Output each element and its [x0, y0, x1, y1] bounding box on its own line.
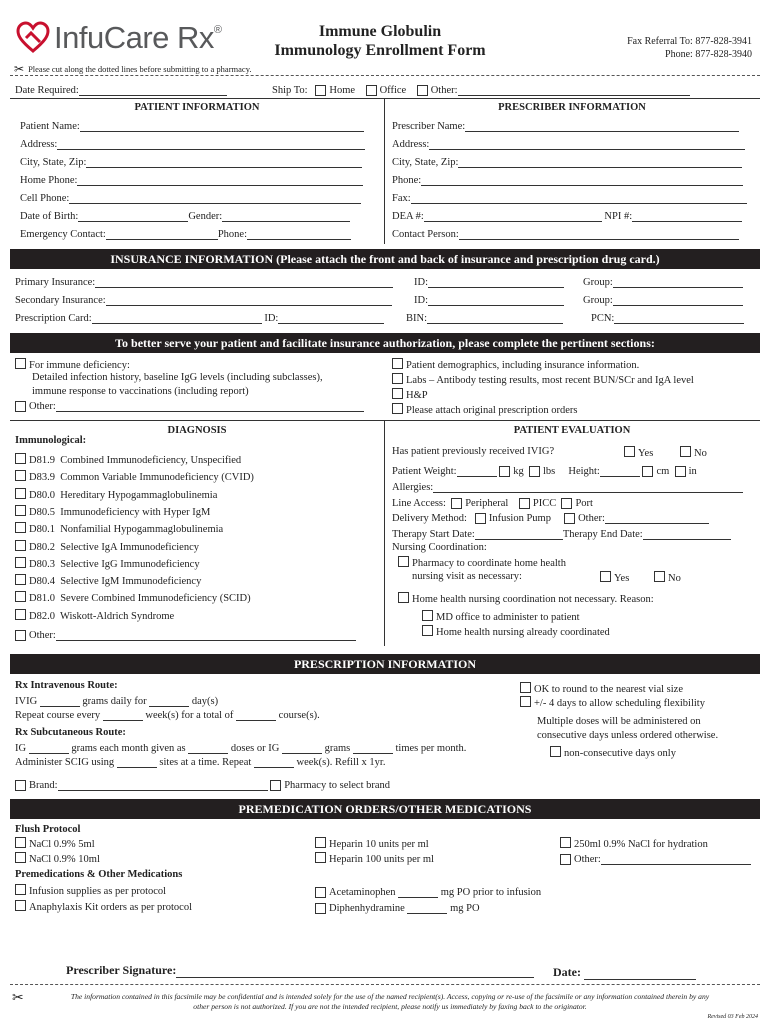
demographics-checkbox[interactable]: [392, 358, 403, 369]
contact-row: Contact Person:: [392, 226, 739, 240]
signature-date-field[interactable]: [584, 979, 696, 980]
diagnosis-checkbox[interactable]: [15, 470, 26, 481]
repeat-row: Repeat course every week(s) for a total of course(s).: [15, 710, 320, 721]
heparin100-checkbox[interactable]: [315, 852, 326, 863]
diphenhydramine-row: Diphenhydramine mg PO: [315, 900, 480, 914]
end-date-field[interactable]: [643, 539, 731, 540]
primary-group-row: Group:: [583, 274, 743, 288]
immune-deficiency-item: For immune deficiency:: [15, 358, 130, 371]
premedications-label: Premedications & Other Medications: [15, 869, 183, 880]
heparin100-item: Heparin 100 units per ml: [315, 852, 434, 865]
nursing-no: No: [654, 571, 681, 584]
npi-field[interactable]: [632, 221, 742, 222]
emergency-row: Emergency Contact: Phone:: [20, 226, 351, 240]
pcn-row: PCN:: [591, 310, 744, 324]
diagnosis-checkbox[interactable]: [15, 505, 26, 516]
patient-name-row: Patient Name:: [20, 118, 364, 132]
prescriber-phone-row: Phone:: [392, 172, 743, 186]
brand-field[interactable]: [58, 790, 268, 791]
signature-field[interactable]: [176, 977, 534, 978]
brand-checkbox[interactable]: [15, 780, 26, 791]
premed-other-field[interactable]: [601, 864, 751, 865]
diagnosis-checkbox[interactable]: [15, 488, 26, 499]
original-orders-checkbox[interactable]: [392, 403, 403, 414]
sections-heading: To better serve your patient and facilitate insurance authorization, please complete the pertinent sections:: [10, 333, 760, 353]
prescription-heading: PRESCRIPTION INFORMATION: [10, 654, 760, 674]
anaphylaxis-checkbox[interactable]: [15, 900, 26, 911]
infection-history-text: Detailed infection history, baseline IgG levels (including subclasses),: [32, 372, 323, 383]
ivig-no: No: [680, 446, 707, 459]
patient-address-field[interactable]: [57, 149, 365, 150]
pharmacy-coordinate-item: Pharmacy to coordinate home health: [398, 556, 566, 569]
not-necessary-checkbox[interactable]: [398, 592, 409, 603]
nacl250-item: 250ml 0.9% NaCl for hydration: [560, 837, 708, 850]
primary-id-row: ID:: [414, 274, 564, 288]
md-office-checkbox[interactable]: [422, 610, 433, 621]
scissors-icon: ✂: [12, 990, 24, 1006]
labs-item: Labs – Antibody testing results, most recent BUN/SCr and IgA level: [392, 373, 694, 386]
diphenhydramine-dose-field[interactable]: [407, 913, 447, 914]
gender-field[interactable]: [222, 221, 350, 222]
prescriber-city-row: City, State, Zip:: [392, 154, 742, 168]
diagnosis-other-field[interactable]: [56, 640, 356, 641]
supplies-checkbox[interactable]: [15, 884, 26, 895]
ship-other-field[interactable]: [458, 95, 690, 96]
nacl10-checkbox[interactable]: [15, 852, 26, 863]
diagnosis-item: D80.5 Immunodeficiency with Hyper IgM: [15, 505, 210, 518]
ivig-question: Has patient previously received IVIG?: [392, 446, 555, 457]
bin-row: BIN:: [406, 310, 563, 324]
diagnosis-checkbox[interactable]: [15, 591, 26, 602]
patient-name-field[interactable]: [80, 131, 364, 132]
prescriber-name-field[interactable]: [465, 131, 739, 132]
bin-field[interactable]: [427, 323, 563, 324]
scissors-icon: ✂: [14, 62, 25, 76]
signature-row: Prescriber Signature:: [66, 962, 534, 978]
diagnosis-item: D80.3 Selective IgG Immunodeficiency: [15, 557, 200, 570]
diagnosis-checkbox[interactable]: [15, 574, 26, 585]
nacl250-checkbox[interactable]: [560, 837, 571, 848]
patient-heading: PATIENT INFORMATION: [134, 102, 260, 113]
diagnosis-item: D81.0 Severe Combined Immunodeficiency (SCID): [15, 591, 251, 604]
non-consecutive-item: non-consecutive days only: [550, 746, 676, 759]
patient-city-field[interactable]: [86, 167, 362, 168]
diagnosis-item: D80.1 Nonfamilial Hypogammaglobulinemia: [15, 522, 223, 535]
sections-other-field[interactable]: [56, 411, 364, 412]
original-orders-item: Please attach original prescription orders: [392, 403, 577, 416]
primary-insurance-row: Primary Insurance:: [15, 274, 393, 288]
home-health-coordinated-checkbox[interactable]: [422, 625, 433, 636]
home-phone-row: Home Phone:: [20, 172, 363, 186]
ship-home-checkbox[interactable]: [315, 85, 326, 96]
ivig-row: IVIG grams daily for day(s): [15, 696, 219, 707]
sections-other-row: Other:: [15, 398, 364, 412]
primary-insurance-field[interactable]: [95, 287, 393, 288]
dea-field[interactable]: [424, 221, 602, 222]
diagnosis-checkbox[interactable]: [15, 453, 26, 464]
administer-row: Administer SCIG using sites at a time. Repeat week(s). Refill x 1yr.: [15, 757, 386, 768]
nacl5-item: NaCl 0.9% 5ml: [15, 837, 95, 850]
round-vial-checkbox[interactable]: [520, 682, 531, 693]
cell-phone-field[interactable]: [69, 203, 361, 204]
diagnosis-item: D80.4 Selective IgM Immunodeficiency: [15, 574, 201, 587]
diagnosis-item: D80.2 Selective IgA Immunodeficiency: [15, 540, 199, 553]
ship-other-checkbox[interactable]: [417, 85, 428, 96]
logo: [16, 18, 222, 58]
hp-checkbox[interactable]: [392, 388, 403, 399]
consecutive-days-text: consecutive days unless ordered otherwise.: [537, 730, 719, 741]
therapy-dates-row: Therapy Start Date: Therapy End Date:: [392, 526, 731, 540]
repeat-weeks2-field[interactable]: [254, 767, 294, 768]
demographics-item: Patient demographics, including insurance information.: [392, 358, 639, 371]
repeat-weeks-field[interactable]: [103, 720, 143, 721]
nacl5-checkbox[interactable]: [15, 837, 26, 848]
multiple-doses-text: Multiple doses will be administered on: [537, 716, 701, 727]
diagnosis-item: D80.0 Hereditary Hypogammaglobulinemia: [15, 488, 217, 501]
iv-route-label: Rx Intravenous Route:: [15, 680, 118, 691]
diagnosis-checkbox[interactable]: [15, 557, 26, 568]
secondary-insurance-field[interactable]: [106, 305, 392, 306]
diagnosis-other-checkbox[interactable]: [15, 630, 26, 641]
prescriber-phone-field[interactable]: [421, 185, 743, 186]
rx-card-row: Prescription Card: ID:: [15, 310, 384, 324]
contact-field[interactable]: [459, 239, 739, 240]
home-health-coordinated-item: Home health nursing already coordinated: [422, 625, 610, 638]
primary-group-field[interactable]: [613, 287, 743, 288]
secondary-id-field[interactable]: [428, 305, 564, 306]
ig-row: IG grams each month given as doses or IG grams times per month.: [15, 743, 467, 754]
rx-card-field[interactable]: [92, 323, 262, 324]
premed-heading: PREMEDICATION ORDERS/OTHER MEDICATIONS: [10, 799, 760, 819]
diagnosis-heading: DIAGNOSIS: [167, 425, 227, 436]
prescriber-fax-row: Fax:: [392, 190, 747, 204]
vaccination-text: immune response to vaccinations (including report): [32, 386, 249, 397]
form-title: Immune Globulin Immunology Enrollment Form: [274, 23, 486, 59]
total-courses-field[interactable]: [236, 720, 276, 721]
delivery-other-checkbox[interactable]: [564, 513, 575, 524]
pharmacy-brand-checkbox[interactable]: [270, 780, 281, 791]
ivig-no-checkbox[interactable]: [680, 446, 691, 457]
lbs-checkbox[interactable]: [529, 466, 540, 477]
delivery-other-field[interactable]: [605, 523, 709, 524]
prescriber-name-row: Prescriber Name:: [392, 118, 739, 132]
date-required-field[interactable]: [79, 95, 227, 96]
primary-id-field[interactable]: [428, 287, 564, 288]
in-checkbox[interactable]: [675, 466, 686, 477]
supplies-item: Infusion supplies as per protocol: [15, 884, 166, 897]
diagnosis-item: D81.9 Combined Immunodeficiency, Unspecified: [15, 453, 241, 466]
ivig-yes-checkbox[interactable]: [624, 446, 635, 457]
dob-row: Date of Birth: Gender:: [20, 208, 350, 222]
revised-date: Revised 03 Feb 2024: [707, 1014, 758, 1020]
nursing-label: Nursing Coordination:: [392, 542, 487, 553]
diagnosis-checkbox[interactable]: [15, 522, 26, 533]
not-necessary-item: Home health nursing coordination not necessary. Reason:: [398, 592, 654, 605]
dea-row: DEA #: NPI #:: [392, 208, 742, 222]
sections-other-checkbox[interactable]: [15, 401, 26, 412]
ivig-yes: Yes: [624, 446, 653, 459]
diagnosis-other-row: Other:: [15, 627, 356, 641]
infusion-pump-checkbox[interactable]: [475, 513, 486, 524]
acetaminophen-checkbox[interactable]: [315, 887, 326, 898]
nursing-yes-checkbox[interactable]: [600, 571, 611, 582]
secondary-group-row: Group:: [583, 292, 743, 306]
labs-checkbox[interactable]: [392, 373, 403, 384]
sites-field[interactable]: [117, 767, 157, 768]
weight-field[interactable]: [457, 476, 497, 477]
prescriber-fax-field[interactable]: [411, 203, 747, 204]
rx-card-id-field[interactable]: [278, 323, 384, 324]
patient-address-row: Address:: [20, 136, 365, 150]
kg-checkbox[interactable]: [499, 466, 510, 477]
heparin10-checkbox[interactable]: [315, 837, 326, 848]
cm-checkbox[interactable]: [642, 466, 653, 477]
brand-name: InfuCare Rx®: [54, 20, 222, 55]
non-consecutive-checkbox[interactable]: [550, 746, 561, 757]
start-date-field[interactable]: [475, 539, 563, 540]
secondary-group-field[interactable]: [613, 305, 743, 306]
allergies-row: Allergies:: [392, 479, 743, 493]
nursing-visit-text: nursing visit as necessary:: [412, 571, 522, 582]
diphenhydramine-checkbox[interactable]: [315, 903, 326, 914]
diagnosis-checkbox[interactable]: [15, 540, 26, 551]
diagnosis-checkbox[interactable]: [15, 609, 26, 620]
weight-row: Patient Weight: kg lbs Height: cm in: [392, 466, 697, 477]
prescriber-heading: PRESCRIBER INFORMATION: [498, 102, 646, 113]
insurance-heading: INSURANCE INFORMATION (Please attach the front and back of insurance and prescription drug card.): [10, 249, 760, 269]
bottom-cut-line: [10, 984, 760, 985]
premed-other-checkbox[interactable]: [560, 854, 571, 865]
secondary-id-row: ID:: [414, 292, 564, 306]
evaluation-heading: PATIENT EVALUATION: [513, 425, 631, 436]
brand-row: Brand: Pharmacy to select brand: [15, 777, 390, 791]
immune-deficiency-checkbox[interactable]: [15, 358, 26, 369]
flexibility-item: +/- 4 days to allow scheduling flexibility: [520, 696, 705, 709]
home-phone-field[interactable]: [77, 185, 363, 186]
peripheral-checkbox[interactable]: [451, 498, 462, 509]
ship-to-row: Ship To: Home Office Other:: [272, 80, 690, 96]
acetaminophen-dose-field[interactable]: [398, 897, 438, 898]
prescriber-address-field[interactable]: [429, 149, 745, 150]
heparin10-item: Heparin 10 units per ml: [315, 837, 429, 850]
nursing-yes: Yes: [600, 571, 629, 584]
diagnosis-item: D83.9 Common Variable Immunodeficiency (CVID): [15, 470, 254, 483]
date-row: Date:: [553, 964, 696, 980]
cell-phone-row: Cell Phone:: [20, 190, 361, 204]
prescriber-city-field[interactable]: [458, 167, 742, 168]
round-vial-item: OK to round to the nearest vial size: [520, 682, 683, 695]
picc-checkbox[interactable]: [519, 498, 530, 509]
pcn-field[interactable]: [614, 323, 744, 324]
allergies-field[interactable]: [433, 492, 743, 493]
emergency-phone-field[interactable]: [247, 239, 351, 240]
secondary-insurance-row: Secondary Insurance:: [15, 292, 392, 306]
fax-info: Fax Referral To: 877-828-3941 Phone: 877-828-3940: [627, 36, 752, 60]
heart-logo-icon: [16, 21, 50, 55]
dob-field[interactable]: [78, 221, 188, 222]
port-checkbox[interactable]: [561, 498, 572, 509]
line-access-row: Line Access: Peripheral PICC Port: [392, 498, 593, 509]
emergency-field[interactable]: [106, 239, 218, 240]
prescriber-address-row: Address:: [392, 136, 745, 150]
date-required-row: Date Required:: [15, 80, 227, 96]
flexibility-checkbox[interactable]: [520, 696, 531, 707]
hp-item: H&P: [392, 388, 428, 401]
ship-office-checkbox[interactable]: [366, 85, 377, 96]
immunological-label: Immunological:: [15, 435, 87, 446]
sc-route-label: Rx Subcutaneous Route:: [15, 727, 126, 738]
height-field[interactable]: [600, 476, 640, 477]
diagnosis-item: D82.0 Wiskott-Aldrich Syndrome: [15, 609, 174, 622]
nacl10-item: NaCl 0.9% 10ml: [15, 852, 100, 865]
flush-protocol-label: Flush Protocol: [15, 824, 81, 835]
md-office-item: MD office to administer to patient: [422, 610, 580, 623]
acetaminophen-row: Acetaminophen mg PO prior to infusion: [315, 884, 541, 898]
delivery-row: Delivery Method: Infusion Pump Other:: [392, 510, 709, 524]
confidentiality-footer: The information contained in this facsimile may be confidential and is intended solely for the use of the named recipient(s). Access, copying or re-use of the facsimile or any information contained therein by any other person is not authorized. If you are not the intended recipient, please notify us immediately by faxing back to the originator.: [70, 992, 710, 1011]
patient-city-row: City, State, Zip:: [20, 154, 362, 168]
nursing-no-checkbox[interactable]: [654, 571, 665, 582]
cut-line: [10, 75, 760, 76]
cut-note: ✂ Please cut along the dotted lines before submitting to a pharmacy.: [14, 62, 252, 76]
pharmacy-coordinate-checkbox[interactable]: [398, 556, 409, 567]
anaphylaxis-item: Anaphylaxis Kit orders as per protocol: [15, 900, 192, 913]
premed-other-row: Other:: [560, 851, 751, 865]
